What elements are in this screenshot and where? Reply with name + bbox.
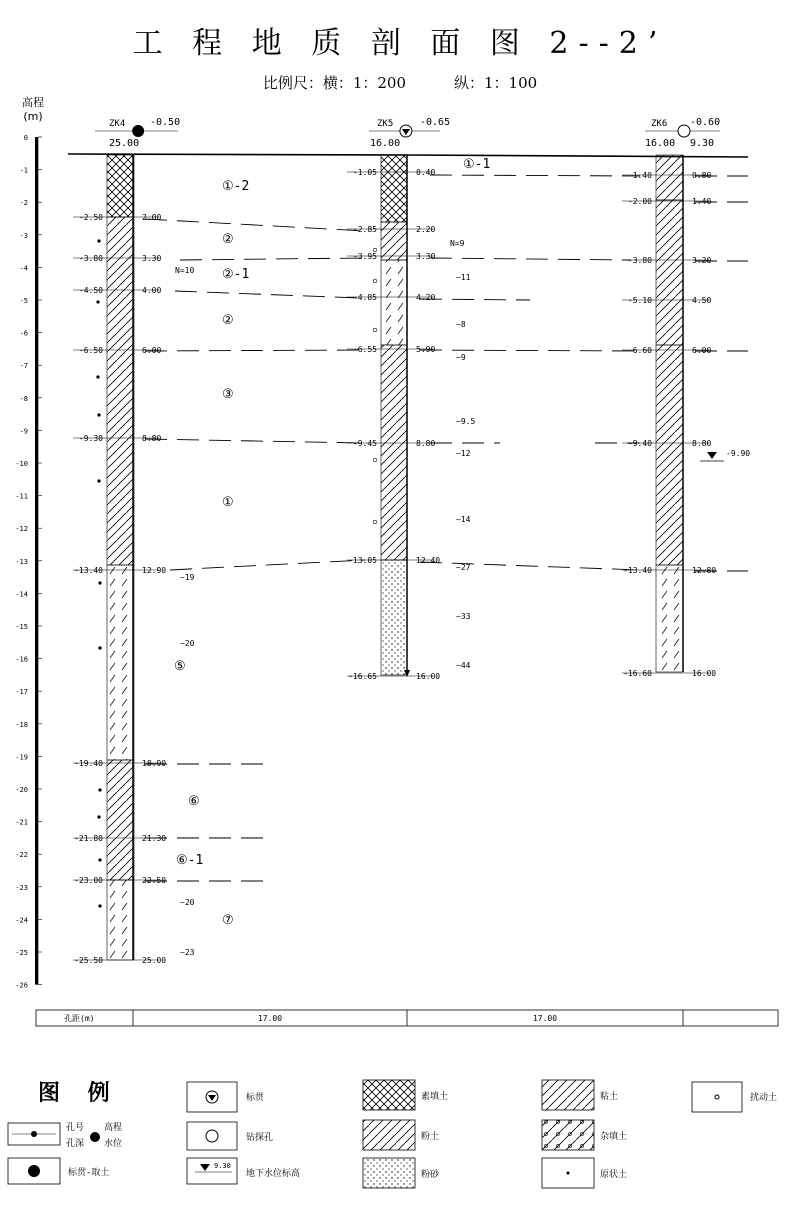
distance-value: 17.00 xyxy=(257,1014,283,1023)
layer-depth-left: -5.10 xyxy=(627,296,652,305)
borehole-column-segment xyxy=(107,760,134,880)
layer-depth-left: -1.40 xyxy=(627,171,652,180)
legend-soil-label: 粉砂 xyxy=(421,1170,440,1180)
legend-key-hole-id: 孔号 xyxy=(66,1123,85,1133)
legend-spt-label: 标贯 xyxy=(246,1093,265,1103)
axis-tick-label: -9 xyxy=(19,427,28,436)
axis-tick-label: -21 xyxy=(15,818,28,827)
layer-depth-right: 16.00 xyxy=(416,672,441,681)
layer-depth-right: 6.00 xyxy=(692,346,712,355)
axis-tick-label: -18 xyxy=(15,720,28,729)
axis-tick-label: -17 xyxy=(15,688,28,697)
spt-n-value: ~44 xyxy=(456,661,471,670)
axis-tick-label: -11 xyxy=(15,492,28,501)
axis-tick-label: -10 xyxy=(15,460,28,468)
axis-tick-label: -25 xyxy=(15,949,28,957)
layer-depth-right: 18.90 xyxy=(142,759,167,768)
layer-depth-right: 2.20 xyxy=(416,225,436,234)
elevation-axis-bar xyxy=(35,137,38,985)
layer-depth-right: 8.80 xyxy=(416,439,436,448)
legend-soil-label: 素填土 xyxy=(421,1092,449,1102)
disturbed-sample-dot xyxy=(373,458,377,462)
stratum-label: ② xyxy=(222,313,234,328)
borehole-column-segment xyxy=(107,155,134,217)
drill-hole-icon xyxy=(678,125,690,137)
strata-boundary-line xyxy=(175,291,360,298)
legend-soil-label: 粘土 xyxy=(600,1092,619,1102)
layer-depth-right: 5.90 xyxy=(416,345,436,354)
sample-dot xyxy=(97,479,100,482)
spt-n-value: ~19 xyxy=(180,573,195,582)
sample-dot xyxy=(96,375,99,378)
spt-n-value: ~9 xyxy=(456,353,466,362)
axis-tick-label: -5 xyxy=(19,297,28,305)
spt-n-value: ~9.5 xyxy=(456,417,476,426)
spt-n-value: ~8 xyxy=(456,320,466,329)
sampling-spt-icon xyxy=(132,125,144,137)
water-level-icon xyxy=(707,452,717,459)
legend-key-elevation: 高程 xyxy=(104,1123,123,1133)
legend-soil-label: 粉土 xyxy=(421,1132,440,1142)
axis-unit-label: (m) xyxy=(23,110,43,123)
axis-tick-label: -8 xyxy=(19,394,28,403)
layer-depth-left: -6.50 xyxy=(78,346,103,355)
borehole-depth: 25.00 xyxy=(109,138,140,149)
layer-depth-left: -13.05 xyxy=(348,556,377,565)
spt-n-value: ~12 xyxy=(456,449,471,458)
legend-misc-pattern xyxy=(542,1120,594,1150)
layer-depth-left: -16.65 xyxy=(348,672,377,681)
distance-table xyxy=(36,1010,778,1026)
axis-tick-label: -6 xyxy=(19,329,28,338)
sampling-spt-icon xyxy=(28,1165,40,1177)
borehole-column-segment xyxy=(381,345,407,560)
water-level-value: -9.90 xyxy=(726,449,751,458)
disturbed-sample-dot xyxy=(373,328,377,332)
spt-n-value: ~14 xyxy=(456,515,471,524)
strata-boundary-line xyxy=(145,439,365,443)
borehole-column-segment xyxy=(381,560,407,675)
sample-dot xyxy=(97,815,100,818)
layer-depth-left: -9.40 xyxy=(627,439,652,448)
borehole-water-depth: 9.30 xyxy=(690,138,715,149)
stratum-label: ②-1 xyxy=(222,267,250,282)
layer-depth-left: -21.80 xyxy=(74,834,103,843)
axis-tick-label: -16 xyxy=(15,655,28,664)
borehole-column-segment xyxy=(107,880,134,960)
stratum-label: ①-1 xyxy=(463,157,491,172)
legend-water-label: 地下水位标高 xyxy=(246,1169,301,1179)
borehole-column-segment xyxy=(656,200,683,345)
disturbed-sample-dot xyxy=(373,279,377,283)
axis-tick-label: -4 xyxy=(19,264,28,273)
borehole-depth: 16.00 xyxy=(645,138,676,149)
axis-tick-label: -12 xyxy=(15,525,28,534)
borehole-elevation: -0.60 xyxy=(690,117,721,128)
stratum-label: ⑥ xyxy=(188,794,200,809)
stratum-label: ⑦ xyxy=(222,913,234,928)
borehole-column-segment xyxy=(656,345,683,565)
layer-depth-left: -13.40 xyxy=(623,566,652,575)
layer-depth-left: -1.05 xyxy=(352,168,377,177)
layer-depth-right: 8.80 xyxy=(142,434,162,443)
strata-boundary-line xyxy=(420,299,530,300)
axis-tick-label: -3 xyxy=(19,231,28,240)
sample-dot xyxy=(98,581,101,584)
spt-n-value: ~20 xyxy=(180,898,195,907)
strata-boundary-line xyxy=(430,175,640,176)
axis-tick-label: -23 xyxy=(15,883,28,892)
legend-key-icon xyxy=(90,1132,100,1142)
layer-depth-left: -9.45 xyxy=(352,439,377,448)
legend-title: 图 例 xyxy=(38,1081,120,1106)
borehole-id: ZK4 xyxy=(109,119,126,129)
distance-value: 17.00 xyxy=(532,1014,558,1023)
sample-dot xyxy=(97,413,100,416)
stratum-label: ③ xyxy=(222,387,234,402)
distance-table-label: 孔距(m) xyxy=(64,1014,95,1023)
layer-depth-right: 16.00 xyxy=(692,669,717,678)
layer-depth-right: 22.50 xyxy=(142,876,167,885)
layer-depth-right: 0.80 xyxy=(692,171,712,180)
layer-depth-left: -9.30 xyxy=(78,434,103,443)
sample-dot xyxy=(97,239,100,242)
legend-key-water: 水位 xyxy=(104,1139,123,1149)
layer-depth-right: 12.90 xyxy=(142,566,167,575)
layer-depth-left: -2.50 xyxy=(78,213,103,222)
layer-depth-right: 4.50 xyxy=(692,296,712,305)
layer-depth-right: 8.80 xyxy=(692,439,712,448)
stratum-label: ① xyxy=(222,495,234,510)
legend-diag-pattern xyxy=(363,1120,415,1150)
axis-tick-label: -24 xyxy=(15,916,28,925)
borehole-column-segment xyxy=(107,565,134,760)
disturbed-sample-dot xyxy=(373,520,377,524)
layer-depth-left: -4.50 xyxy=(78,286,103,295)
legend-sampling-label: 标贯-取土 xyxy=(68,1168,110,1178)
layer-depth-left: -2.00 xyxy=(627,197,652,206)
legend-soil-label: 杂填土 xyxy=(600,1132,628,1142)
spt-n-value: ~23 xyxy=(180,948,195,957)
layer-depth-right: 1.40 xyxy=(692,197,712,206)
axis-tick-label: -2 xyxy=(19,199,28,208)
legend-disturbed-label: 扰动土 xyxy=(750,1093,778,1103)
layer-depth-left: -6.60 xyxy=(627,346,652,355)
axis-tick-label: -1 xyxy=(19,166,28,175)
layer-depth-left: -19.40 xyxy=(74,759,103,768)
layer-depth-left: -3.80 xyxy=(627,256,652,265)
legend-key-dot xyxy=(31,1131,37,1137)
layer-depth-right: 4.00 xyxy=(142,286,162,295)
sample-dot xyxy=(96,300,99,303)
axis-tick-label: -15 xyxy=(15,623,28,631)
layer-depth-left: -25.50 xyxy=(74,956,103,965)
borehole-column-segment xyxy=(381,222,407,260)
legend-sand-pattern xyxy=(363,1158,415,1188)
strata-boundary-line xyxy=(180,258,365,260)
layer-depth-right: 3.30 xyxy=(416,252,436,261)
sample-dot xyxy=(98,646,101,649)
strata-boundary-line xyxy=(420,350,640,351)
drill-hole-icon xyxy=(206,1130,218,1142)
layer-depth-right: 12.80 xyxy=(692,566,717,575)
borehole-elevation: -0.50 xyxy=(150,117,181,128)
borehole-column-segment xyxy=(107,217,134,565)
strata-boundary-line xyxy=(170,560,365,570)
layer-depth-left: -6.55 xyxy=(352,345,377,354)
layer-depth-right: 25.00 xyxy=(142,956,167,965)
borehole-elevation: -0.65 xyxy=(420,117,451,128)
layer-depth-right: 4.20 xyxy=(416,293,436,302)
spt-n-value: ~27 xyxy=(456,563,471,572)
spt-n-value: N=9 xyxy=(450,239,465,248)
layer-depth-right: 0.40 xyxy=(416,168,436,177)
layer-depth-right: 21.30 xyxy=(142,834,167,843)
sample-dot xyxy=(98,788,101,791)
borehole-column-segment xyxy=(381,155,407,222)
borehole-column-segment xyxy=(381,260,407,345)
axis-tick-label: -19 xyxy=(15,753,28,762)
legend-undisturbed-label: 原状土 xyxy=(600,1170,628,1180)
spt-n-value: ~33 xyxy=(456,612,471,621)
borehole-depth: 16.00 xyxy=(370,138,401,149)
spt-n-value: ~11 xyxy=(456,273,471,282)
axis-tick-label: -14 xyxy=(15,590,28,599)
layer-depth-left: -3.80 xyxy=(78,254,103,263)
legend-drill-label: 钻探孔 xyxy=(246,1133,274,1143)
layer-depth-right: 6.00 xyxy=(142,346,162,355)
borehole-id: ZK5 xyxy=(377,119,394,129)
axis-tick-label: 0 xyxy=(23,134,28,142)
axis-tick-label: -20 xyxy=(15,786,28,794)
legend-cross-pattern xyxy=(363,1080,415,1110)
spt-n-value: ~20 xyxy=(180,639,195,648)
stratum-label: ⑥-1 xyxy=(176,853,204,868)
sample-dot xyxy=(98,904,101,907)
axis-tick-label: -22 xyxy=(15,851,28,860)
stratum-label: ② xyxy=(222,232,234,247)
spt-n-value: N=10 xyxy=(175,266,195,275)
strata-boundary-line xyxy=(420,562,640,570)
strata-boundary-line xyxy=(145,350,365,351)
layer-depth-left: -13.40 xyxy=(74,566,103,575)
layer-depth-right: 2.00 xyxy=(142,213,162,222)
layer-depth-left: -4.85 xyxy=(352,293,377,302)
drawing-title: 工 程 地 质 剖 面 图 2--2’ xyxy=(132,26,668,61)
legend-diag-pattern xyxy=(542,1080,594,1110)
axis-tick-label: -13 xyxy=(15,557,28,566)
legend-water-value: 9.30 xyxy=(214,1162,231,1170)
ground-surface-line xyxy=(68,154,748,157)
layer-depth-right: 3.20 xyxy=(692,256,712,265)
undisturbed-dot xyxy=(567,1172,570,1175)
scale-vertical: 纵：1：100 xyxy=(454,74,538,92)
layer-depth-right: 12.40 xyxy=(416,556,441,565)
legend-key-hole-depth: 孔深 xyxy=(66,1139,85,1149)
axis-tick-label: -7 xyxy=(19,362,28,371)
layer-depth-left: -3.95 xyxy=(352,252,377,261)
layer-depth-right: 3.30 xyxy=(142,254,162,263)
borehole-column-segment xyxy=(656,155,683,200)
strata-boundary-line xyxy=(430,258,630,260)
borehole-column-segment xyxy=(656,565,683,672)
strata-boundary-line xyxy=(145,219,365,231)
scale-horizontal: 比例尺：横：1：200 xyxy=(262,74,406,92)
axis-tick-label: -26 xyxy=(15,981,28,990)
borehole-id: ZK6 xyxy=(651,119,668,129)
layer-depth-left: -2.85 xyxy=(352,225,377,234)
axis-title-label: 高程 xyxy=(22,96,44,109)
layer-depth-left: -23.00 xyxy=(74,876,103,885)
legend-disturbed-box xyxy=(692,1082,742,1112)
stratum-label: ①-2 xyxy=(222,179,250,194)
stratum-label: ⑤ xyxy=(174,659,186,674)
layer-depth-left: -16.60 xyxy=(623,669,652,678)
sample-dot xyxy=(98,858,101,861)
